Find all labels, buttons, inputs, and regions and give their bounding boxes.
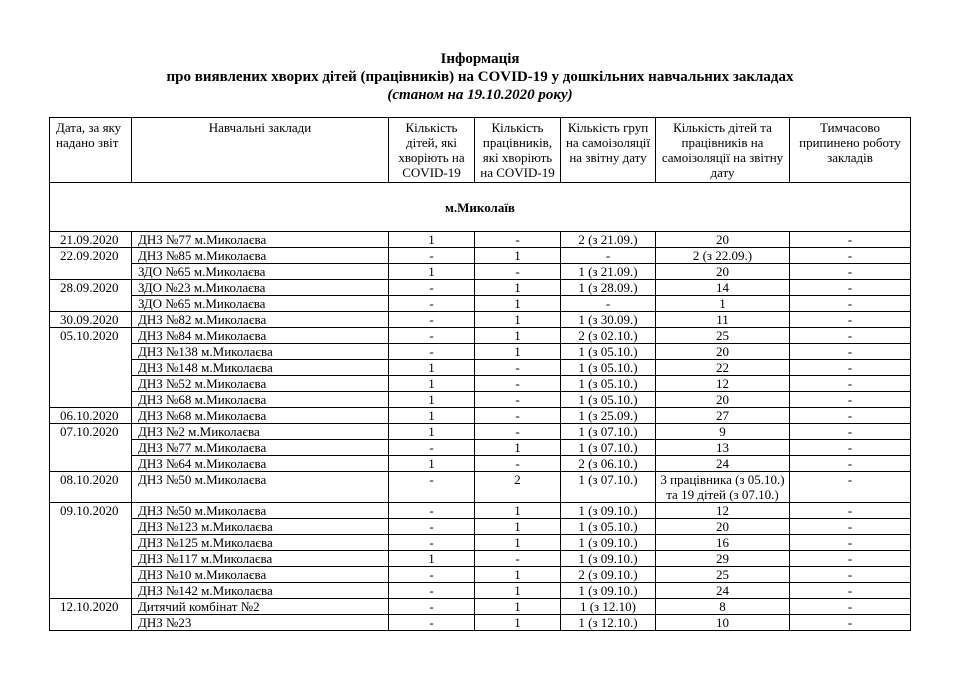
row-workers-sick: 1 (475, 296, 561, 312)
table-row (50, 408, 911, 424)
row-closed: - (790, 408, 911, 424)
header-workers-sick: Кількість працівників, які хворіють на COVID-19 (475, 118, 561, 183)
row-closed: - (790, 583, 911, 599)
table-row (50, 472, 911, 503)
row-date (50, 456, 132, 472)
row-children-sick: - (389, 440, 475, 456)
row-groups-isolated: - (561, 248, 656, 264)
row-institution: ДНЗ №64 м.Миколаєва (132, 456, 389, 472)
row-closed: - (790, 328, 911, 344)
row-closed: - (790, 312, 911, 328)
document-title (0, 50, 960, 104)
row-closed: - (790, 535, 911, 551)
row-children-sick: - (389, 312, 475, 328)
row-closed: - (790, 519, 911, 535)
row-workers-sick: 1 (475, 583, 561, 599)
row-groups-isolated: 1 (з 25.09.) (561, 408, 656, 424)
row-groups-isolated: 1 (з 05.10.) (561, 392, 656, 408)
row-closed: - (790, 392, 911, 408)
row-workers-sick: 1 (475, 440, 561, 456)
row-institution: ДНЗ №50 м.Миколаєва (132, 472, 389, 503)
row-people-isolated: 20 (656, 232, 790, 248)
row-institution: ДНЗ №84 м.Миколаєва (132, 328, 389, 344)
row-workers-sick: 1 (475, 344, 561, 360)
row-institution: ДНЗ №148 м.Миколаєва (132, 360, 389, 376)
row-date (50, 360, 132, 376)
row-closed: - (790, 264, 911, 280)
row-people-isolated: 24 (656, 583, 790, 599)
row-groups-isolated: 1 (з 07.10.) (561, 424, 656, 440)
row-institution: ДНЗ №68 м.Миколаєва (132, 392, 389, 408)
row-children-sick: - (389, 615, 475, 631)
row-closed: - (790, 280, 911, 296)
row-closed: - (790, 567, 911, 583)
row-date: 28.09.2020 (50, 280, 132, 296)
row-children-sick: - (389, 599, 475, 615)
row-groups-isolated: 1 (з 05.10.) (561, 360, 656, 376)
row-date (50, 615, 132, 631)
row-date: 30.09.2020 (50, 312, 132, 328)
row-groups-isolated: 1 (з 07.10.) (561, 472, 656, 503)
row-groups-isolated: 1 (з 05.10.) (561, 344, 656, 360)
row-workers-sick: 1 (475, 328, 561, 344)
row-date (50, 344, 132, 360)
row-institution: ДНЗ №2 м.Миколаєва (132, 424, 389, 440)
row-people-isolated: 13 (656, 440, 790, 456)
table-row (50, 583, 911, 599)
row-people-isolated: 10 (656, 615, 790, 631)
row-children-sick: - (389, 567, 475, 583)
row-people-isolated: 24 (656, 456, 790, 472)
row-institution: ДНЗ №52 м.Миколаєва (132, 376, 389, 392)
table-row (50, 328, 911, 344)
table-row (50, 551, 911, 567)
row-children-sick: 1 (389, 424, 475, 440)
row-children-sick: - (389, 519, 475, 535)
row-people-isolated: 22 (656, 360, 790, 376)
row-people-isolated: 1 (656, 296, 790, 312)
title-subject: про виявлених хворих дітей (працівників) на COVID-19 у дошкільних навчальних закладах (166, 69, 794, 85)
row-workers-sick: - (475, 376, 561, 392)
table-row (50, 360, 911, 376)
row-institution: ДНЗ №117 м.Миколаєва (132, 551, 389, 567)
row-workers-sick: 1 (475, 519, 561, 535)
row-date (50, 551, 132, 567)
header-children-sick: Кількість дітей, які хворіють на COVID-19 (389, 118, 475, 183)
row-people-isolated: 20 (656, 519, 790, 535)
row-date: 09.10.2020 (50, 503, 132, 519)
header-closed: Тимчасово припинено роботу закладів (790, 118, 911, 183)
row-date (50, 583, 132, 599)
row-workers-sick: 1 (475, 535, 561, 551)
row-closed: - (790, 344, 911, 360)
row-workers-sick: 2 (475, 472, 561, 503)
row-children-sick: 1 (389, 551, 475, 567)
row-children-sick: 1 (389, 376, 475, 392)
row-institution: ДНЗ №138 м.Миколаєва (132, 344, 389, 360)
table-row (50, 424, 911, 440)
row-date: 06.10.2020 (50, 408, 132, 424)
row-closed: - (790, 503, 911, 519)
table-row (50, 503, 911, 519)
row-groups-isolated: 1 (з 07.10.) (561, 440, 656, 456)
row-children-sick: 1 (389, 360, 475, 376)
header-groups-isolated: Кількість груп на самоізоляції на звітну дату (561, 118, 656, 183)
table-row (50, 376, 911, 392)
row-people-isolated: 20 (656, 392, 790, 408)
row-institution: ДНЗ №82 м.Миколаєва (132, 312, 389, 328)
row-closed: - (790, 472, 911, 503)
row-workers-sick: 1 (475, 567, 561, 583)
table-row (50, 392, 911, 408)
row-children-sick: - (389, 503, 475, 519)
table-row (50, 456, 911, 472)
table-row (50, 232, 911, 248)
row-people-isolated: 20 (656, 344, 790, 360)
row-groups-isolated: 1 (з 09.10.) (561, 551, 656, 567)
row-date: 22.09.2020 (50, 248, 132, 264)
row-groups-isolated: 1 (з 05.10.) (561, 376, 656, 392)
header-people-isolated: Кількість дітей та працівників на самоізоляції на звітну дату (656, 118, 790, 183)
row-children-sick: - (389, 280, 475, 296)
table-row (50, 567, 911, 583)
row-date (50, 264, 132, 280)
row-groups-isolated: 1 (з 09.10.) (561, 503, 656, 519)
row-date: 08.10.2020 (50, 472, 132, 503)
row-closed: - (790, 456, 911, 472)
row-people-isolated: 25 (656, 567, 790, 583)
row-workers-sick: - (475, 392, 561, 408)
row-people-isolated: 9 (656, 424, 790, 440)
row-workers-sick: - (475, 360, 561, 376)
row-groups-isolated: 2 (з 21.09.) (561, 232, 656, 248)
row-children-sick: 1 (389, 392, 475, 408)
row-children-sick: - (389, 296, 475, 312)
header-date: Дата, за яку надано звіт (50, 118, 132, 183)
row-children-sick: 1 (389, 408, 475, 424)
row-people-isolated: 8 (656, 599, 790, 615)
row-groups-isolated: 1 (з 05.10.) (561, 519, 656, 535)
row-closed: - (790, 599, 911, 615)
table-row (50, 280, 911, 296)
row-date (50, 392, 132, 408)
row-children-sick: - (389, 535, 475, 551)
row-groups-isolated: 1 (з 21.09.) (561, 264, 656, 280)
row-children-sick: - (389, 328, 475, 344)
row-people-isolated: 25 (656, 328, 790, 344)
title-heading: Інформація (440, 51, 520, 67)
row-groups-isolated: 2 (з 06.10.) (561, 456, 656, 472)
row-closed: - (790, 296, 911, 312)
row-date (50, 296, 132, 312)
row-groups-isolated: 2 (з 02.10.) (561, 328, 656, 344)
row-date (50, 376, 132, 392)
row-children-sick: - (389, 472, 475, 503)
row-workers-sick: 1 (475, 312, 561, 328)
row-groups-isolated: - (561, 296, 656, 312)
header-row (50, 118, 911, 183)
row-groups-isolated: 1 (з 12.10.) (561, 615, 656, 631)
header-institution: Навчальні заклади (132, 118, 389, 183)
row-institution: ДНЗ №77 м.Миколаєва (132, 440, 389, 456)
row-date: 21.09.2020 (50, 232, 132, 248)
row-groups-isolated: 1 (з 30.09.) (561, 312, 656, 328)
row-people-isolated: 14 (656, 280, 790, 296)
row-workers-sick: - (475, 232, 561, 248)
row-children-sick: - (389, 583, 475, 599)
row-children-sick: - (389, 344, 475, 360)
row-groups-isolated: 1 (з 12.10) (561, 599, 656, 615)
row-children-sick: - (389, 248, 475, 264)
row-institution: ДНЗ №10 м.Миколаєва (132, 567, 389, 583)
row-people-isolated: 12 (656, 503, 790, 519)
row-institution: ДНЗ №85 м.Миколаєва (132, 248, 389, 264)
row-people-isolated: 20 (656, 264, 790, 280)
row-institution: Дитячий комбінат №2 (132, 599, 389, 615)
row-institution: ЗДО №65 м.Миколаєва (132, 264, 389, 280)
row-workers-sick: - (475, 264, 561, 280)
table-row (50, 248, 911, 264)
table-row (50, 296, 911, 312)
row-institution: ДНЗ №68 м.Миколаєва (132, 408, 389, 424)
row-closed: - (790, 360, 911, 376)
row-people-isolated: 27 (656, 408, 790, 424)
row-closed: - (790, 440, 911, 456)
row-children-sick: 1 (389, 264, 475, 280)
row-institution: ДНЗ №50 м.Миколаєва (132, 503, 389, 519)
row-groups-isolated: 2 (з 09.10.) (561, 567, 656, 583)
table-row (50, 535, 911, 551)
row-people-isolated: 3 працівника (з 05.10.) та 19 дітей (з 07.10.) (656, 472, 790, 503)
table-row (50, 440, 911, 456)
row-groups-isolated: 1 (з 09.10.) (561, 535, 656, 551)
row-closed: - (790, 551, 911, 567)
row-institution: ДНЗ №77 м.Миколаєва (132, 232, 389, 248)
city-row (50, 183, 911, 232)
row-closed: - (790, 232, 911, 248)
table-row (50, 599, 911, 615)
row-date: 05.10.2020 (50, 328, 132, 344)
row-workers-sick: - (475, 424, 561, 440)
row-workers-sick: - (475, 551, 561, 567)
row-workers-sick: 1 (475, 280, 561, 296)
row-workers-sick: 1 (475, 248, 561, 264)
row-groups-isolated: 1 (з 28.09.) (561, 280, 656, 296)
city-name: м.Миколаїв (50, 183, 911, 232)
row-date (50, 567, 132, 583)
row-people-isolated: 11 (656, 312, 790, 328)
covid-report-table (49, 117, 911, 631)
row-people-isolated: 29 (656, 551, 790, 567)
row-institution: ЗДО №65 м.Миколаєва (132, 296, 389, 312)
row-children-sick: 1 (389, 456, 475, 472)
row-people-isolated: 2 (з 22.09.) (656, 248, 790, 264)
row-closed: - (790, 248, 911, 264)
row-date (50, 535, 132, 551)
row-workers-sick: 1 (475, 599, 561, 615)
table-row (50, 264, 911, 280)
row-people-isolated: 12 (656, 376, 790, 392)
table-row (50, 344, 911, 360)
table-row (50, 312, 911, 328)
row-date (50, 519, 132, 535)
row-workers-sick: - (475, 456, 561, 472)
row-people-isolated: 16 (656, 535, 790, 551)
row-institution: ЗДО №23 м.Миколаєва (132, 280, 389, 296)
row-date (50, 440, 132, 456)
table-row (50, 519, 911, 535)
row-closed: - (790, 424, 911, 440)
row-closed: - (790, 376, 911, 392)
row-closed: - (790, 615, 911, 631)
row-institution: ДНЗ №125 м.Миколаєва (132, 535, 389, 551)
row-workers-sick: 1 (475, 615, 561, 631)
row-institution: ДНЗ №123 м.Миколаєва (132, 519, 389, 535)
row-date: 12.10.2020 (50, 599, 132, 615)
row-workers-sick: 1 (475, 503, 561, 519)
row-groups-isolated: 1 (з 09.10.) (561, 583, 656, 599)
row-date: 07.10.2020 (50, 424, 132, 440)
row-institution: ДНЗ №142 м.Миколаєва (132, 583, 389, 599)
row-workers-sick: - (475, 408, 561, 424)
table-row (50, 615, 911, 631)
title-date: (станом на 19.10.2020 року) (387, 87, 573, 103)
row-institution: ДНЗ №23 (132, 615, 389, 631)
row-children-sick: 1 (389, 232, 475, 248)
